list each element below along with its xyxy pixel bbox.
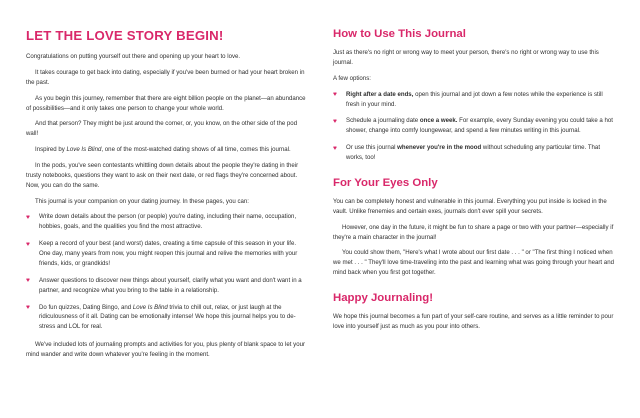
list-item-label: Keep a record of your best (and worst) dates, creating a time capsule of this season in your life. One day, many years from now, you might reopen this journal and relive the memories with your friends, kids, or grandkids!: [39, 240, 298, 267]
left-bullet-list: [26, 212, 307, 332]
intro-paragraph-5: [26, 145, 307, 155]
heading-for-your-eyes-only: For Your Eyes Only: [333, 176, 438, 189]
list-item: [333, 116, 614, 136]
list-item-emphasis: once a week.: [419, 117, 458, 125]
howto-paragraph-1: Just as there's no right or wrong way to meet your person, there's no right or wrong way to use this journal.: [333, 49, 599, 66]
right-column: [333, 28, 614, 408]
eyes-paragraph-2: However, one day in the future, it might be fun to share a page or two with your partner—especially if they're a main character in the journal!: [333, 223, 614, 241]
eyes-paragraph-1: You can be completely honest and vulnerable in this journal. Everything you put inside is locked in the vault. Unlike frenemies and certain exes, journals don't ever spill your secrets.: [333, 197, 607, 215]
intro-paragraph-2: It takes courage to get back into dating, especially if you've been burned or had your heart broken in the past.: [26, 69, 305, 86]
list-item-emphasis: whenever you're in the mood: [397, 144, 482, 152]
list-item-label: open this journal and jot down a few notes while the experience is still fresh in your mind.: [346, 90, 603, 108]
heart-icon: ♥: [333, 91, 337, 99]
heart-icon: ♥: [26, 240, 30, 248]
heart-icon: ♥: [333, 144, 337, 152]
heart-icon: ♥: [333, 117, 337, 125]
list-item-label: For example, every Sunday evening you could take a hot shower, change into comfy loungewear, and spend a few minutes writing in this journal.: [346, 117, 613, 135]
heart-icon: ♥: [26, 213, 30, 221]
intro-paragraph-7: This journal is your companion on your dating journey. In these pages, you can:: [35, 197, 249, 205]
left-column: [26, 28, 307, 408]
intro-paragraph-3: As you begin this journey, remember that there are eight billion people on the planet—an abundance of possibilities—and it only takes one person to change your whole world.: [26, 94, 306, 112]
list-item-label: without scheduling any particular time. That works, too!: [346, 144, 601, 161]
heart-icon: ♥: [26, 277, 30, 285]
list-item-label: Do fun quizzes, Dating Bingo, and Love Is Blind trivia to chill out, relax, or just laugh at the ridiculousness of it all. Dating can be emotionally intense! We hope this journal helps you to de-stress and LOL for real.: [39, 303, 296, 331]
list-item-lead: Schedule a journaling date: [346, 117, 419, 125]
list-item: [333, 90, 614, 110]
heading-how-to-use: How to Use This Journal: [333, 28, 466, 40]
howto-paragraph-2: A few options:: [333, 74, 371, 82]
page-title: LET THE LOVE STORY BEGIN!: [26, 28, 224, 43]
heading-happy-journaling: Happy Journaling!: [333, 291, 433, 304]
list-item: [26, 239, 307, 269]
intro-paragraph-6: In the pods, you've seen contestants whittling down details about the people they're dating in their trusty notebooks, questions they want to ask on their next date, or red flags they're concerned about. Now, you can do the same.: [26, 162, 299, 189]
eyes-paragraph-3: You could show them, "Here's what I wrote about our first date . . . " or "The first thing I noticed when we met . . . " They'll love time-traveling into the past and learning what was going through your heart and mind back when you first got together.: [333, 249, 614, 277]
list-item: [26, 276, 307, 296]
list-item: [26, 303, 307, 333]
left-closing-paragraph: We've included lots of journaling prompts and activities for you, plus plenty of blank space to let your mind wander and write down whatever you're feeling in the moment.: [26, 341, 305, 358]
howto-bullet-list: [333, 90, 614, 163]
list-item: [26, 212, 307, 232]
intro-paragraph-1: Congratulations on putting yourself out there and opening up your heart to love.: [26, 53, 241, 61]
intro-paragraph-5-text: Inspired by Love Is Blind, one of the most-watched dating shows of all time, comes this journal.: [35, 146, 291, 154]
list-item-label: Write down details about the person (or people) you're dating, including their name, occupation, hobbies, goals, and the qualities you find the most attractive.: [39, 213, 297, 231]
intro-paragraph-4: And that person? They might be just around the corner, or, you know, on the other side of the pod wall!: [26, 120, 298, 138]
list-item-label: Answer questions to discover new things about yourself, clarify what you want and don't want in a partner, and recognize what you bring to the table in a relationship.: [39, 276, 302, 294]
list-item: [333, 143, 614, 163]
list-item-lead: Right after a date ends,: [346, 90, 414, 98]
happy-paragraph: We hope this journal becomes a fun part of your self-care routine, and serves as a little reminder to pour love into yourself just as much as you pour into others.: [333, 313, 614, 330]
heart-icon: ♥: [26, 304, 30, 311]
list-item-lead: Or use this journal: [346, 144, 396, 152]
